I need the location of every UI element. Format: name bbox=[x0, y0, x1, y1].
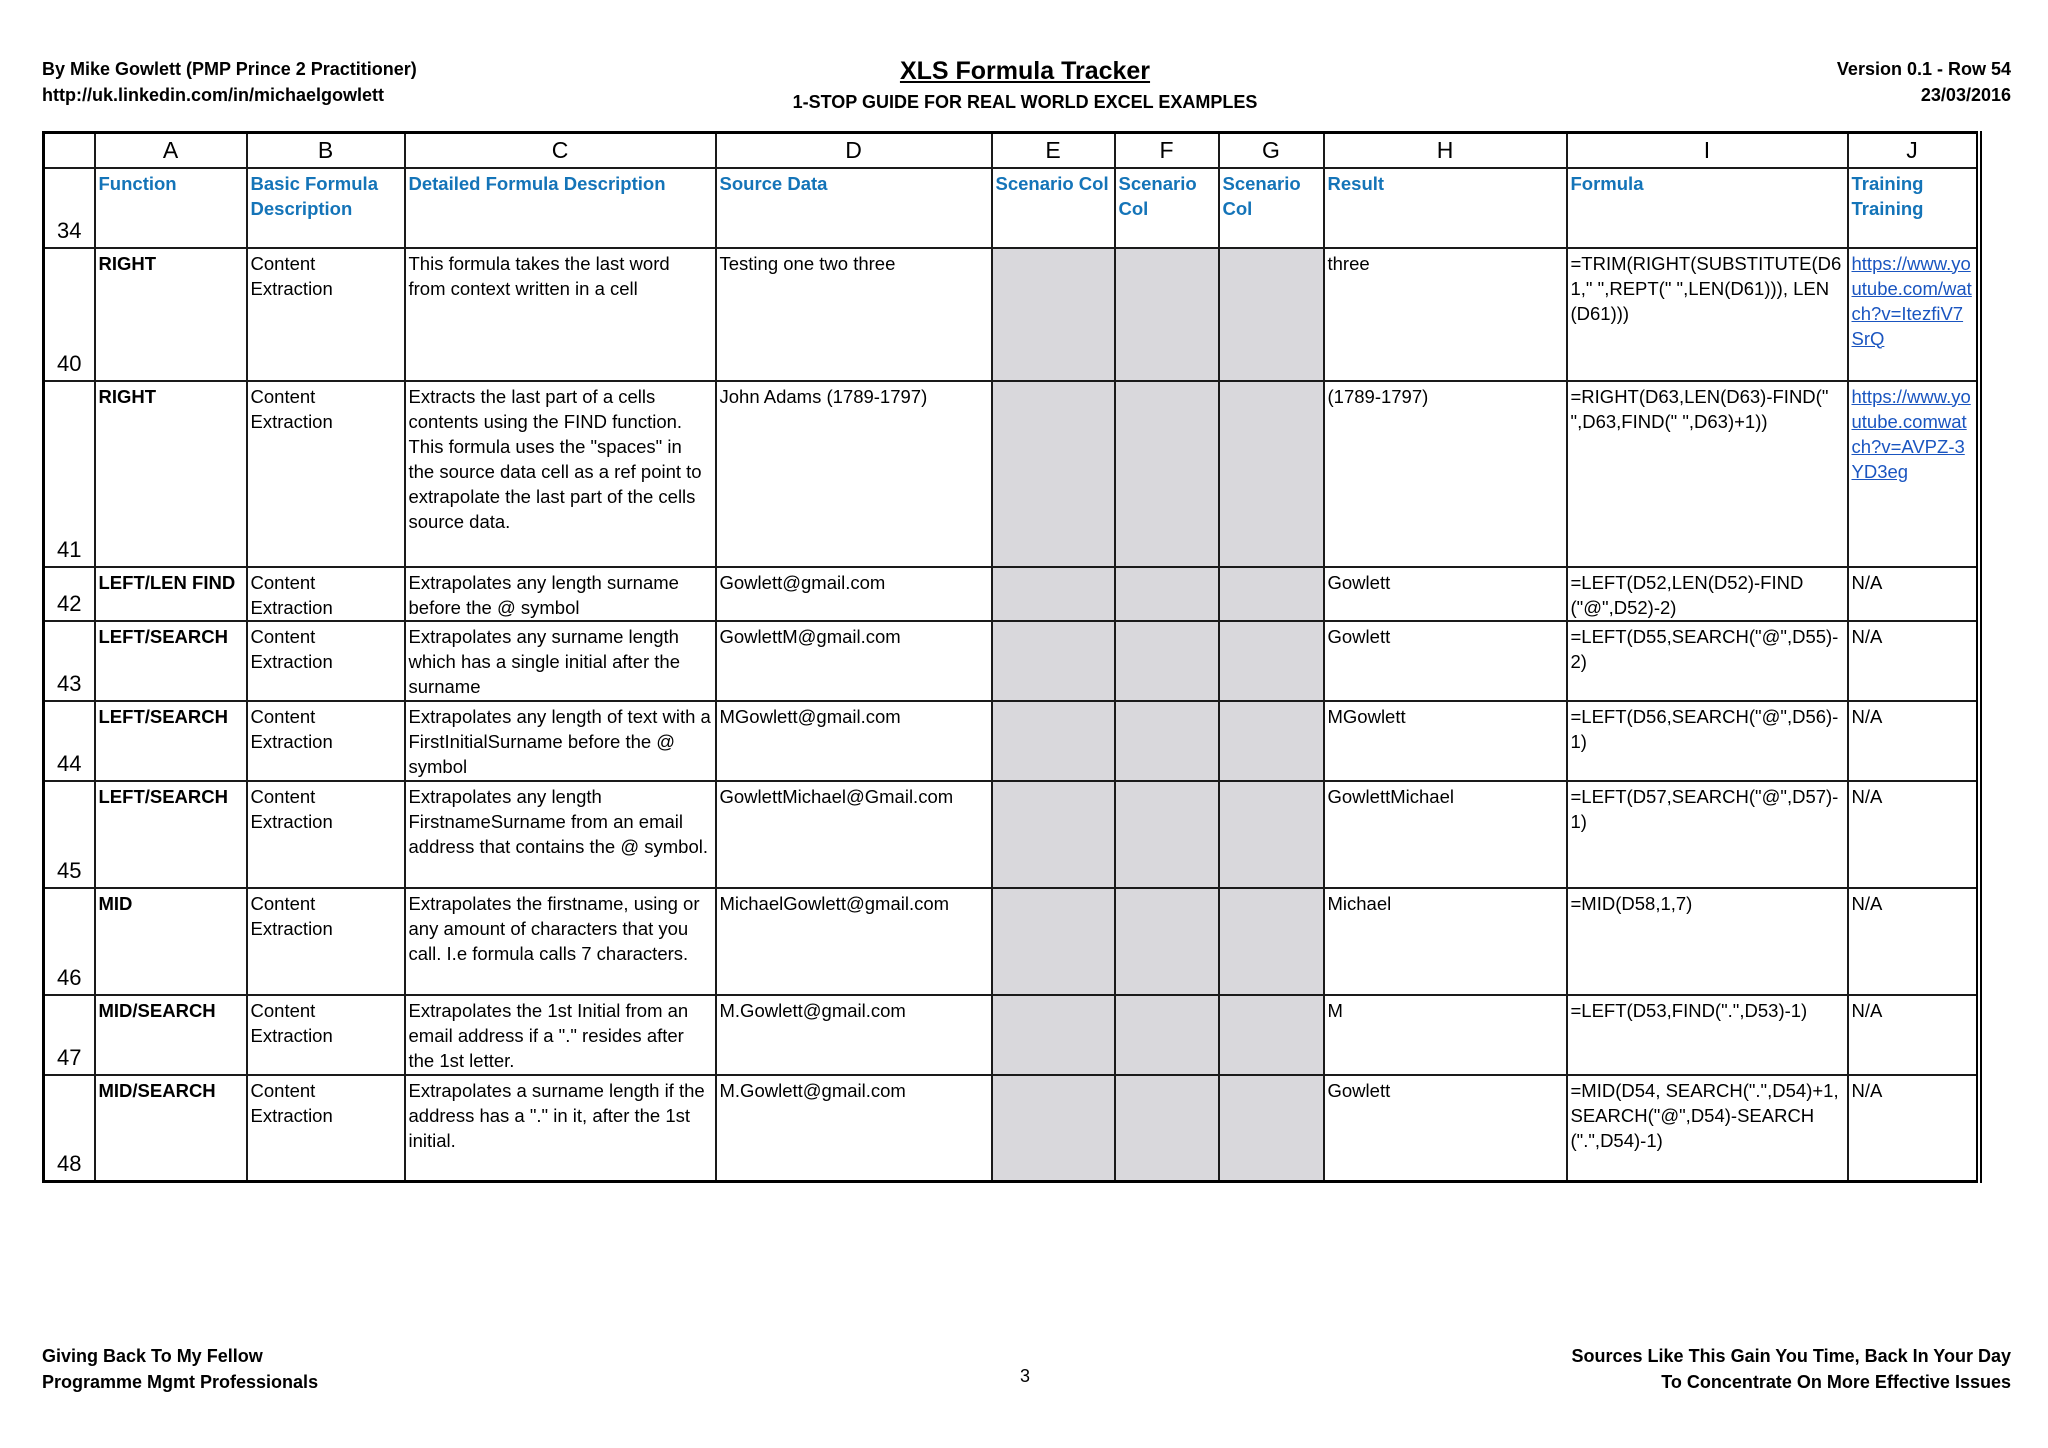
function-cell: LEFT/SEARCH bbox=[95, 621, 247, 701]
table-row bbox=[44, 567, 1979, 621]
detailed-description-cell: Extrapolates any surname length which has a single initial after the surname bbox=[405, 621, 716, 701]
header-scenario-col-f: Scenario Col bbox=[1115, 168, 1219, 248]
function-cell: LEFT/LEN FIND bbox=[95, 567, 247, 621]
row-number: 41 bbox=[44, 381, 95, 567]
scenario-cell-f bbox=[1115, 567, 1219, 621]
table-row bbox=[44, 995, 1979, 1075]
source-data-cell: MichaelGowlett@gmail.com bbox=[716, 888, 992, 995]
basic-description-cell: Content Extraction bbox=[247, 248, 405, 381]
scenario-cell-g bbox=[1219, 621, 1324, 701]
corner-cell bbox=[44, 133, 95, 168]
footer-right bbox=[1572, 1343, 2011, 1395]
scenario-cell-g bbox=[1219, 567, 1324, 621]
row-number: 48 bbox=[44, 1075, 95, 1182]
header-formula: Formula bbox=[1567, 168, 1848, 248]
row-number: 44 bbox=[44, 701, 95, 781]
function-cell: LEFT/SEARCH bbox=[95, 701, 247, 781]
column-letter-row bbox=[44, 133, 1979, 168]
row-number: 42 bbox=[44, 567, 95, 621]
column-letter: G bbox=[1219, 133, 1324, 168]
scenario-cell-e bbox=[992, 781, 1115, 888]
table-row bbox=[44, 381, 1979, 567]
basic-description-cell: Content Extraction bbox=[247, 781, 405, 888]
column-letter: I bbox=[1567, 133, 1848, 168]
scenario-cell-f bbox=[1115, 248, 1219, 381]
scenario-cell-e bbox=[992, 888, 1115, 995]
author-line: By Mike Gowlett (PMP Prince 2 Practitioner) bbox=[42, 59, 417, 79]
page-header-left bbox=[42, 56, 417, 108]
column-letter: F bbox=[1115, 133, 1219, 168]
training-cell: N/A bbox=[1848, 701, 1979, 781]
training-cell: N/A bbox=[1848, 1075, 1979, 1182]
result-cell: Gowlett bbox=[1324, 1075, 1567, 1182]
detailed-description-cell: This formula takes the last word from context written in a cell bbox=[405, 248, 716, 381]
formula-cell: =TRIM(RIGHT(SUBSTITUTE(D61," ",REPT(" ",LEN(D61))), LEN(D61))) bbox=[1567, 248, 1848, 381]
detailed-description-cell: Extrapolates any length of text with a FirstInitialSurname before the @ symbol bbox=[405, 701, 716, 781]
result-cell: three bbox=[1324, 248, 1567, 381]
row-number: 40 bbox=[44, 248, 95, 381]
scenario-cell-f bbox=[1115, 995, 1219, 1075]
formula-cell: =LEFT(D53,FIND(".",D53)-1) bbox=[1567, 995, 1848, 1075]
result-cell: Gowlett bbox=[1324, 567, 1567, 621]
page-header-right bbox=[1837, 56, 2011, 108]
scenario-cell-g bbox=[1219, 248, 1324, 381]
formula-cell: =LEFT(D55,SEARCH("@",D55)-2) bbox=[1567, 621, 1848, 701]
detailed-description-cell: Extrapolates the firstname, using or any amount of characters that you call. I.e formula calls 7 characters. bbox=[405, 888, 716, 995]
scenario-cell-f bbox=[1115, 701, 1219, 781]
training-cell: N/A bbox=[1848, 995, 1979, 1075]
column-letter: A bbox=[95, 133, 247, 168]
scenario-cell-g bbox=[1219, 888, 1324, 995]
field-header-row bbox=[44, 168, 1979, 248]
function-cell: LEFT/SEARCH bbox=[95, 781, 247, 888]
basic-description-cell: Content Extraction bbox=[247, 621, 405, 701]
column-letter: D bbox=[716, 133, 992, 168]
scenario-cell-g bbox=[1219, 381, 1324, 567]
footer-right-line1: Sources Like This Gain You Time, Back In Your Day bbox=[1571, 1346, 2011, 1366]
footer-left-line1: Giving Back To My Fellow bbox=[42, 1346, 263, 1366]
header-result: Result bbox=[1324, 168, 1567, 248]
table-row bbox=[44, 1075, 1979, 1182]
source-data-cell: Gowlett@gmail.com bbox=[716, 567, 992, 621]
formula-cell: =LEFT(D56,SEARCH("@",D56)-1) bbox=[1567, 701, 1848, 781]
formula-cell: =MID(D54, SEARCH(".",D54)+1,SEARCH("@",D54)-SEARCH(".",D54)-1) bbox=[1567, 1075, 1848, 1182]
row-number: 47 bbox=[44, 995, 95, 1075]
column-letter: J bbox=[1848, 133, 1979, 168]
row-number: 46 bbox=[44, 888, 95, 995]
scenario-cell-e bbox=[992, 701, 1115, 781]
basic-description-cell: Content Extraction bbox=[247, 1075, 405, 1182]
scenario-cell-e bbox=[992, 621, 1115, 701]
document-title: XLS Formula Tracker bbox=[899, 57, 1151, 85]
training-cell: N/A bbox=[1848, 621, 1979, 701]
formula-cell: =LEFT(D52,LEN(D52)-FIND("@",D52)-2) bbox=[1567, 567, 1848, 621]
formula-cell: =LEFT(D57,SEARCH("@",D57)-1) bbox=[1567, 781, 1848, 888]
training-cell: N/A bbox=[1848, 888, 1979, 995]
scenario-cell-g bbox=[1219, 995, 1324, 1075]
result-cell: MGowlett bbox=[1324, 701, 1567, 781]
scenario-cell-e bbox=[992, 567, 1115, 621]
result-cell: GowlettMichael bbox=[1324, 781, 1567, 888]
scenario-cell-g bbox=[1219, 781, 1324, 888]
scenario-cell-g bbox=[1219, 701, 1324, 781]
training-link[interactable]: https://www.youtube.com/watch?v=ItezfiV7SrQ bbox=[1848, 248, 1979, 381]
table-row bbox=[44, 888, 1979, 995]
table-row bbox=[44, 701, 1979, 781]
footer-right-line2: To Concentrate On More Effective Issues bbox=[1661, 1372, 2011, 1392]
source-data-cell: GowlettMichael@Gmail.com bbox=[716, 781, 992, 888]
source-data-cell: Testing one two three bbox=[716, 248, 992, 381]
scenario-cell-e bbox=[992, 1075, 1115, 1182]
footer-left-line2: Programme Mgmt Professionals bbox=[42, 1372, 319, 1392]
formula-table bbox=[42, 131, 1982, 1183]
table-row bbox=[44, 781, 1979, 888]
page-number: 3 bbox=[1019, 1366, 1030, 1386]
scenario-cell-f bbox=[1115, 781, 1219, 888]
detailed-description-cell: Extrapolates the 1st Initial from an email address if a "." resides after the 1st letter. bbox=[405, 995, 716, 1075]
scenario-cell-f bbox=[1115, 1075, 1219, 1182]
header-training: Training Training bbox=[1848, 168, 1979, 248]
date-label: 23/03/2016 bbox=[1920, 85, 2011, 105]
scenario-cell-g bbox=[1219, 1075, 1324, 1182]
header-function: Function bbox=[95, 168, 247, 248]
document-subtitle: 1-STOP GUIDE FOR REAL WORLD EXCEL EXAMPLES bbox=[792, 92, 1258, 112]
scenario-cell-f bbox=[1115, 621, 1219, 701]
function-cell: MID/SEARCH bbox=[95, 995, 247, 1075]
header-scenario-col-g: Scenario Col bbox=[1219, 168, 1324, 248]
function-cell: MID bbox=[95, 888, 247, 995]
basic-description-cell: Content Extraction bbox=[247, 567, 405, 621]
source-data-cell: M.Gowlett@gmail.com bbox=[716, 995, 992, 1075]
training-cell: N/A bbox=[1848, 567, 1979, 621]
basic-description-cell: Content Extraction bbox=[247, 995, 405, 1075]
result-cell: (1789-1797) bbox=[1324, 381, 1567, 567]
scenario-cell-e bbox=[992, 995, 1115, 1075]
column-letter: C bbox=[405, 133, 716, 168]
header-detailed-description: Detailed Formula Description bbox=[405, 168, 716, 248]
column-letter: H bbox=[1324, 133, 1567, 168]
column-letter: B bbox=[247, 133, 405, 168]
header-basic-description: Basic Formula Description bbox=[247, 168, 405, 248]
column-letter: E bbox=[992, 133, 1115, 168]
scenario-cell-e bbox=[992, 381, 1115, 567]
table-row bbox=[44, 621, 1979, 701]
source-data-cell: MGowlett@gmail.com bbox=[716, 701, 992, 781]
basic-description-cell: Content Extraction bbox=[247, 701, 405, 781]
detailed-description-cell: Extrapolates any length FirstnameSurname from an email address that contains the @ symbol. bbox=[405, 781, 716, 888]
scenario-cell-f bbox=[1115, 888, 1219, 995]
formula-cell: =RIGHT(D63,LEN(D63)-FIND(" ",D63,FIND(" ",D63)+1)) bbox=[1567, 381, 1848, 567]
scenario-cell-e bbox=[992, 248, 1115, 381]
detailed-description-cell: Extracts the last part of a cells contents using the FIND function. This formula uses the "spaces" in the source data cell as a ref point to extrapolate the last part of the cells source data. bbox=[405, 381, 716, 567]
detailed-description-cell: Extrapolates any length surname before the @ symbol bbox=[405, 567, 716, 621]
result-cell: Michael bbox=[1324, 888, 1567, 995]
row-number: 45 bbox=[44, 781, 95, 888]
function-cell: RIGHT bbox=[95, 381, 247, 567]
training-link[interactable]: https://www.youtube.comwatch?v=AVPZ-3YD3eg bbox=[1848, 381, 1979, 567]
function-cell: MID/SEARCH bbox=[95, 1075, 247, 1182]
table-row bbox=[44, 248, 1979, 381]
training-cell: N/A bbox=[1848, 781, 1979, 888]
result-cell: M bbox=[1324, 995, 1567, 1075]
detailed-description-cell: Extrapolates a surname length if the address has a "." in it, after the 1st initial. bbox=[405, 1075, 716, 1182]
header-scenario-col-e: Scenario Col bbox=[992, 168, 1115, 248]
row-number: 34 bbox=[44, 168, 95, 248]
page-header-center bbox=[720, 55, 1330, 117]
function-cell: RIGHT bbox=[95, 248, 247, 381]
row-number: 43 bbox=[44, 621, 95, 701]
basic-description-cell: Content Extraction bbox=[247, 888, 405, 995]
version-label: Version 0.1 - Row 54 bbox=[1836, 59, 2011, 79]
header-source-data: Source Data bbox=[716, 168, 992, 248]
linkedin-url[interactable]: http://uk.linkedin.com/in/michaelgowlett bbox=[42, 85, 385, 105]
basic-description-cell: Content Extraction bbox=[247, 381, 405, 567]
source-data-cell: John Adams (1789-1797) bbox=[716, 381, 992, 567]
formula-cell: =MID(D58,1,7) bbox=[1567, 888, 1848, 995]
source-data-cell: M.Gowlett@gmail.com bbox=[716, 1075, 992, 1182]
source-data-cell: GowlettM@gmail.com bbox=[716, 621, 992, 701]
scenario-cell-f bbox=[1115, 381, 1219, 567]
footer-left bbox=[42, 1343, 318, 1395]
result-cell: Gowlett bbox=[1324, 621, 1567, 701]
